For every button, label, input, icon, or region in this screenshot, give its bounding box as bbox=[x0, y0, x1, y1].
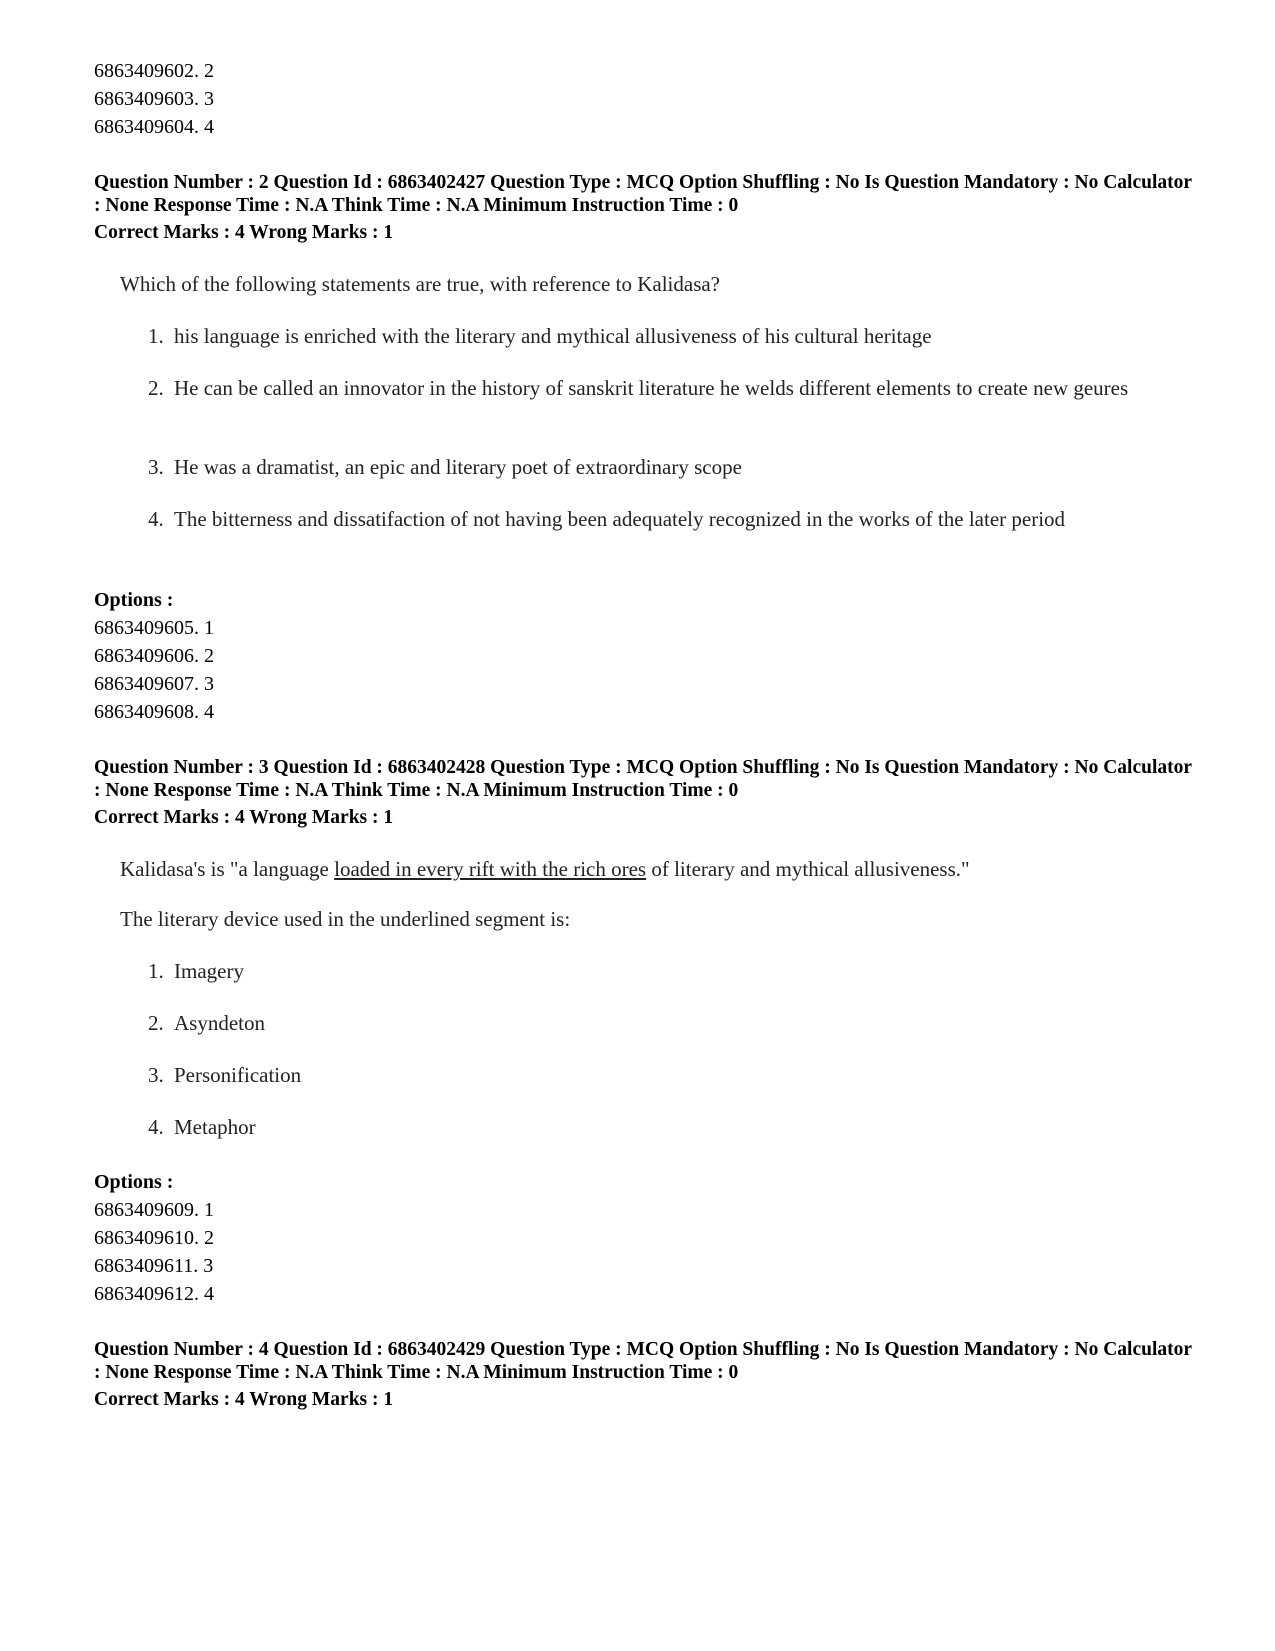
option-line: 6863409607. 3 bbox=[94, 673, 214, 695]
question-2-meta: Question Number : 2 Question Id : 6863402427 Question Type : MCQ Option Shuffling : No Is Question Mandatory : No Calculator : None Response Time : N.A Think Time : N.A Minimum Instruction Time : 0 bbox=[94, 172, 1192, 216]
question-3-choice bbox=[148, 1009, 1184, 1037]
question-2-marks: Correct Marks : 4 Wrong Marks : 1 bbox=[94, 222, 394, 243]
option-line: 6863409612. 4 bbox=[94, 1283, 214, 1305]
question-3-quote bbox=[120, 855, 1160, 883]
choice-number: 4. bbox=[148, 1115, 164, 1139]
statement-number: 2. bbox=[148, 376, 164, 400]
question-2-statement bbox=[148, 453, 1184, 481]
statement-number: 1. bbox=[148, 324, 164, 348]
question-3-marks: Correct Marks : 4 Wrong Marks : 1 bbox=[94, 807, 394, 828]
choice-text: Personification bbox=[174, 1063, 302, 1087]
options-label: Options : bbox=[94, 1171, 174, 1193]
question-2-statement bbox=[148, 505, 1184, 533]
option-line: 6863409608. 4 bbox=[94, 701, 214, 723]
choice-text: Imagery bbox=[174, 959, 244, 983]
statement-number: 3. bbox=[148, 455, 164, 479]
statement-text: He can be called an innovator in the history of sanskrit literature he welds different elements to create new geures bbox=[174, 376, 1129, 400]
choice-number: 3. bbox=[148, 1063, 164, 1087]
statement-text: his language is enriched with the literary and mythical allusiveness of his cultural heritage bbox=[174, 324, 932, 348]
question-2-statement bbox=[148, 374, 1184, 402]
question-3-prompt: The literary device used in the underlined segment is: bbox=[120, 907, 571, 931]
question-4-marks: Correct Marks : 4 Wrong Marks : 1 bbox=[94, 1389, 394, 1410]
option-line: 6863409605. 1 bbox=[94, 617, 214, 639]
options-label: Options : bbox=[94, 589, 174, 611]
question-2-statement bbox=[148, 322, 1184, 350]
question-2-prompt: Which of the following statements are true, with reference to Kalidasa? bbox=[120, 272, 721, 296]
choice-text: Metaphor bbox=[174, 1115, 256, 1139]
statement-text: The bitterness and dissatifaction of not having been adequately recognized in the works of the later period bbox=[174, 507, 1066, 531]
statement-text: He was a dramatist, an epic and literary poet of extraordinary scope bbox=[174, 455, 742, 479]
underlined-segment: loaded in every rift with the rich ores bbox=[334, 857, 647, 881]
option-line: 6863409609. 1 bbox=[94, 1199, 214, 1221]
question-3-choice bbox=[148, 957, 1184, 985]
choice-text: Asyndeton bbox=[174, 1011, 265, 1035]
statement-number: 4. bbox=[148, 507, 164, 531]
question-3-choice bbox=[148, 1061, 1184, 1089]
option-line: 6863409611. 3 bbox=[94, 1255, 214, 1277]
option-line: 6863409603. 3 bbox=[94, 88, 214, 110]
option-line: 6863409602. 2 bbox=[94, 60, 214, 82]
quote-text: Kalidasa's is "a language bbox=[120, 857, 335, 881]
question-3-meta: Question Number : 3 Question Id : 6863402428 Question Type : MCQ Option Shuffling : No Is Question Mandatory : No Calculator : None Response Time : N.A Think Time : N.A Minimum Instruction Time : 0 bbox=[94, 757, 1192, 801]
option-line: 6863409604. 4 bbox=[94, 116, 214, 138]
choice-number: 2. bbox=[148, 1011, 164, 1035]
choice-number: 1. bbox=[148, 959, 164, 983]
quote-text: of literary and mythical allusiveness." bbox=[646, 857, 970, 881]
option-line: 6863409610. 2 bbox=[94, 1227, 214, 1249]
question-4-meta: Question Number : 4 Question Id : 6863402429 Question Type : MCQ Option Shuffling : No Is Question Mandatory : No Calculator : None Response Time : N.A Think Time : N.A Minimum Instruction Time : 0 bbox=[94, 1339, 1192, 1383]
option-line: 6863409606. 2 bbox=[94, 645, 214, 667]
question-3-choice bbox=[148, 1113, 1184, 1141]
